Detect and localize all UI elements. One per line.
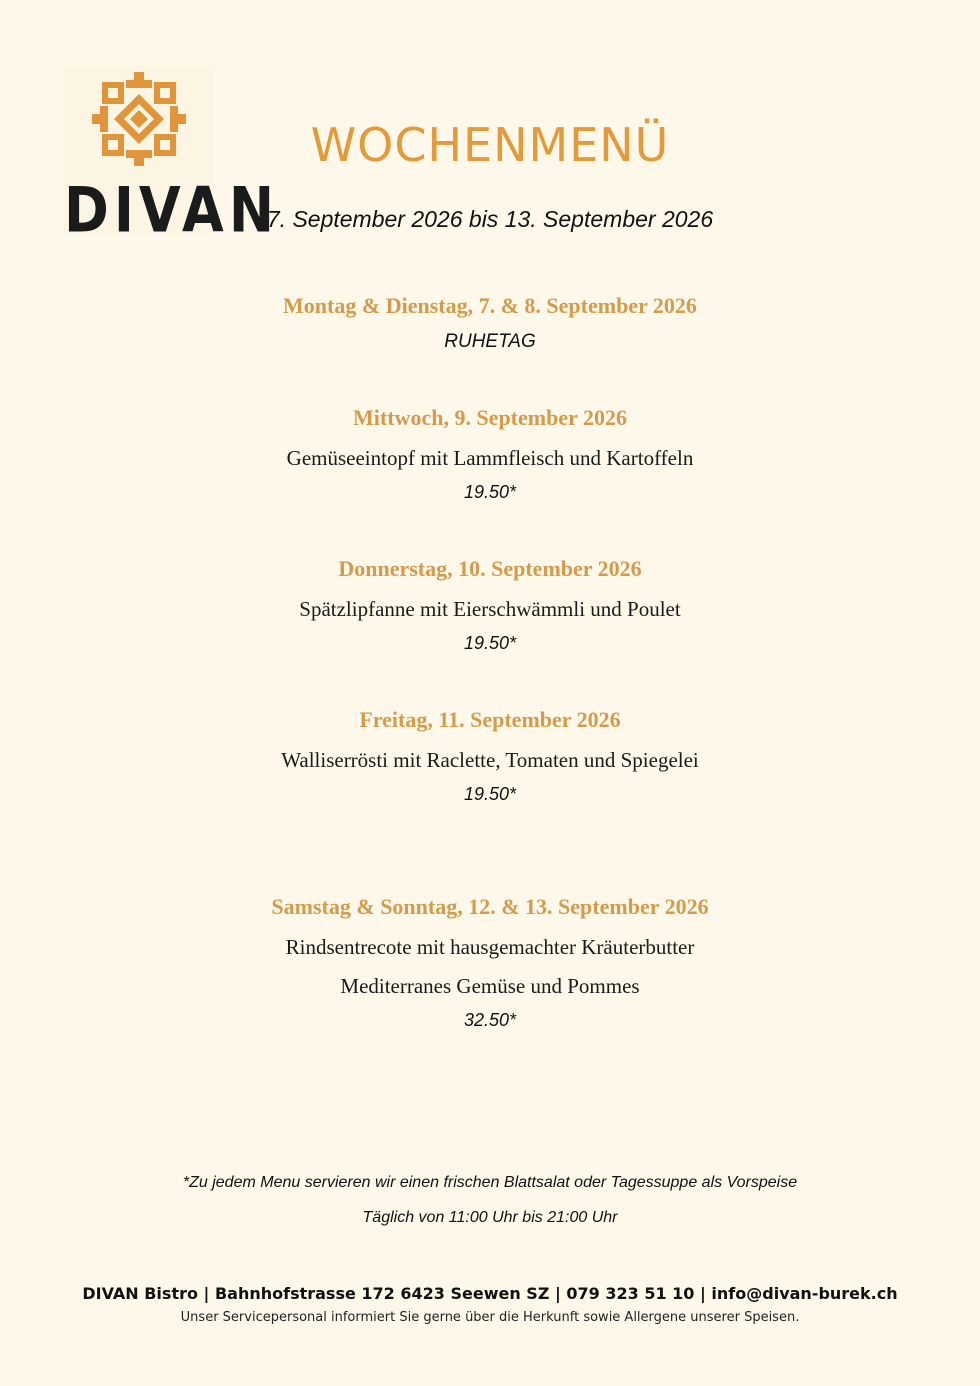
day-heading: Samstag & Sonntag, 12. & 13. September 2026 bbox=[271, 894, 709, 919]
dish-name: Spätzlipfanne mit Eierschwämmli und Poulet bbox=[299, 597, 681, 621]
dish-name-line2: Mediterranes Gemüse und Pommes bbox=[340, 974, 640, 998]
menu-day-1 bbox=[0, 293, 980, 354]
closed-note: RUHETAG bbox=[444, 331, 536, 352]
dish-price: 19.50* bbox=[463, 482, 517, 502]
day-heading: Mittwoch, 9. September 2026 bbox=[353, 405, 627, 430]
day-heading: Montag & Dienstag, 7. & 8. September 2026 bbox=[283, 293, 697, 318]
logo bbox=[64, 66, 280, 247]
footer-allergens: Unser Servicepersonal informiert Sie gerne über die Herkunft sowie Allergene unserer Speisen. bbox=[180, 1310, 800, 1325]
dish-name: Gemüseeintopf mit Lammfleisch und Kartoffeln bbox=[286, 446, 694, 470]
menu-day-4 bbox=[0, 707, 980, 806]
dish-name: Walliserrösti mit Raclette, Tomaten und Spiegelei bbox=[281, 748, 699, 772]
starter-note: *Zu jedem Menu servieren wir einen frischen Blattsalat oder Tagessuppe als Vorspeise bbox=[182, 1174, 798, 1191]
dish-name: Rindsentrecote mit hausgemachter Kräuterbutter bbox=[285, 935, 695, 959]
divan-ornament-icon bbox=[90, 70, 188, 168]
menu-day-2 bbox=[0, 405, 980, 504]
dish-price: 32.50* bbox=[463, 1010, 517, 1030]
opening-hours: Täglich von 11:00 Uhr bis 21:00 Uhr bbox=[362, 1209, 618, 1226]
brand-wordmark: DIVAN bbox=[64, 174, 280, 247]
menu-day-3 bbox=[0, 556, 980, 655]
footer-contact: DIVAN Bistro | Bahnhofstrasse 172 6423 Seewen SZ | 079 323 51 10 | info@divan-burek.ch bbox=[82, 1284, 898, 1303]
dish-price: 19.50* bbox=[463, 633, 517, 653]
menu-day-5 bbox=[0, 894, 980, 1032]
page-title: WOCHENMENÜ bbox=[310, 118, 670, 172]
date-range: 7. September 2026 bis 13. September 2026 bbox=[266, 206, 714, 232]
day-heading: Donnerstag, 10. September 2026 bbox=[338, 556, 642, 581]
dish-price: 19.50* bbox=[463, 784, 517, 804]
day-heading: Freitag, 11. September 2026 bbox=[359, 707, 621, 732]
